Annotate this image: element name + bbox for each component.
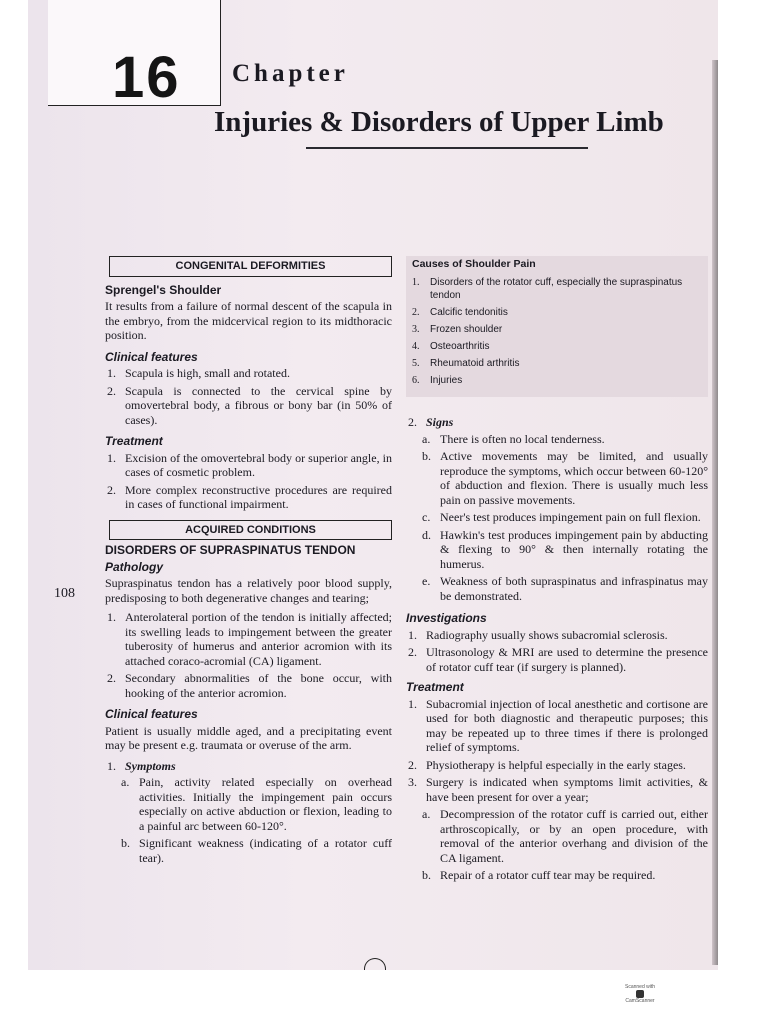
chapter-number: 16 [112, 45, 181, 110]
list-item: 6. Injuries [412, 375, 463, 386]
pathology-text: Supraspinatus tendon has a relatively poor blood supply, predisposing to both degenerative changes and tearing; [105, 576, 392, 605]
list-item: 2. Secondary abnormalities of the bone occur, with hooking of the anterior acromion. [107, 671, 392, 700]
list-item: 2. Physiotherapy is helpful especially in the early stages. [408, 757, 686, 772]
signs-heading: 2. Signs [408, 415, 454, 429]
treatment-list-2 [406, 697, 708, 805]
treatment-heading: Treatment [105, 434, 163, 448]
causes-list [412, 276, 702, 387]
surgery-list [406, 807, 708, 883]
list-item: 1. Disorders of the rotator cuff, especially the supraspinatus tendon [412, 277, 683, 301]
list-item: 2. Ultrasonology & MRI are used to determine the presence of rotator cuff tear (if surgery is planned). [408, 645, 708, 674]
pathology-list [105, 610, 392, 700]
treatment-list [105, 451, 392, 512]
list-item: 5. Rheumatoid arthritis [412, 358, 520, 369]
list-item: 3. Frozen shoulder [412, 324, 503, 335]
list-item: a. Pain, activity related especially on overhead activities. Initially the impingement pain occurs especially on active abduction or flexion, leading to a painful arc between 60-120°. [121, 775, 392, 833]
list-item: d. Hawkin's test produces impingement pain by abducting & flexing to 90° & then internally rotating the humerus. [422, 527, 708, 571]
page-edge-shadow [712, 60, 718, 965]
investigations-list [406, 628, 708, 675]
clinical-features-heading-2: Clinical features [105, 707, 198, 721]
title-underline [306, 147, 588, 149]
page-number: 108 [54, 586, 75, 601]
list-item: 2. More complex reconstructive procedures are required in cases of functional impairment. [107, 482, 392, 511]
clinical-features-list [105, 366, 392, 427]
symptoms-list [105, 775, 392, 865]
list-item: 2. Calcific tendonitis [412, 307, 508, 318]
list-item: 4. Osteoarthritis [412, 341, 490, 352]
list-item: 1. Scapula is high, small and rotated. [107, 366, 290, 380]
list-item: b. Active movements may be limited, and usually reproduce the symptoms, which occur between 60-120° of abduction and flexion. There is usually much less pain on passive movements. [422, 449, 708, 507]
right-column [406, 256, 708, 886]
list-item: c. Neer's test produces impingement pain on full flexion. [422, 510, 701, 524]
list-item: a. Decompression of the rotator cuff is carried out, either arthroscopically, or by an open procedure, with removal of the anterior overhang and division of the CA ligament. [422, 807, 708, 865]
signs-list [406, 432, 708, 604]
investigations-heading: Investigations [406, 611, 487, 625]
chapter-label: Chapter [232, 60, 349, 87]
sprengel-heading: Sprengel's Shoulder [105, 282, 222, 297]
list-item: 1. Subacromial injection of local anesthetic and cortisone are used for both diagnostic and therapeutic purposes; this may be repeated up to three times if there is prolonged relief of symptoms. [408, 696, 708, 754]
acquired-heading: ACQUIRED CONDITIONS [109, 520, 392, 541]
scanner-watermark: Scanned with CamScanner [624, 984, 656, 1004]
causes-box [406, 256, 708, 397]
clinical-features-text: Patient is usually middle aged, and a precipitating event may be present e.g. traumata or overuse of the arm. [105, 723, 392, 752]
list-item: 3. Surgery is indicated when symptoms limit activities, & have been present for over a year; [408, 775, 708, 804]
symptoms-heading: 1. Symptoms [107, 758, 176, 773]
sprengel-text: It results from a failure of normal descent of the scapula in the embryo, from the midcervical region to its midthoracic position. [105, 299, 392, 342]
list-item: b. Repair of a rotator cuff tear may be required. [422, 868, 656, 882]
list-item: 2. Scapula is connected to the cervical spine by omovertebral body, a fibrous or bony bar (in 50% of cases). [107, 383, 392, 427]
camscanner-logo-icon [636, 990, 644, 998]
supraspinatus-heading: DISORDERS OF SUPRASPINATUS TENDON [105, 543, 356, 557]
chapter-title: Injuries & Disorders of Upper Limb [214, 106, 664, 138]
list-item: 1. Excision of the omovertebral body or superior angle, in cases of cosmetic problem. [107, 450, 392, 479]
list-item: 1. Radiography usually shows subacromial sclerosis. [408, 627, 668, 642]
treatment-heading-2: Treatment [406, 680, 464, 694]
left-column [105, 256, 392, 868]
list-item: a. There is often no local tenderness. [422, 431, 605, 446]
causes-title: Causes of Shoulder Pain [412, 258, 536, 270]
pathology-heading: Pathology [105, 559, 164, 574]
clinical-features-heading: Clinical features [105, 349, 198, 364]
list-item: e. Weakness of both supraspinatus and infraspinatus may be demonstrated. [422, 574, 708, 603]
list-item: 1. Anterolateral portion of the tendon is initially affected; its swelling leads to impingement between the greater tuberosity of humerus and anterior acromion with its attached coraco-acromial (CA) ligament. [107, 610, 392, 668]
list-item: b. Significant weakness (indicating of a rotator cuff tear). [121, 836, 392, 865]
congenital-heading: CONGENITAL DEFORMITIES [109, 256, 392, 277]
